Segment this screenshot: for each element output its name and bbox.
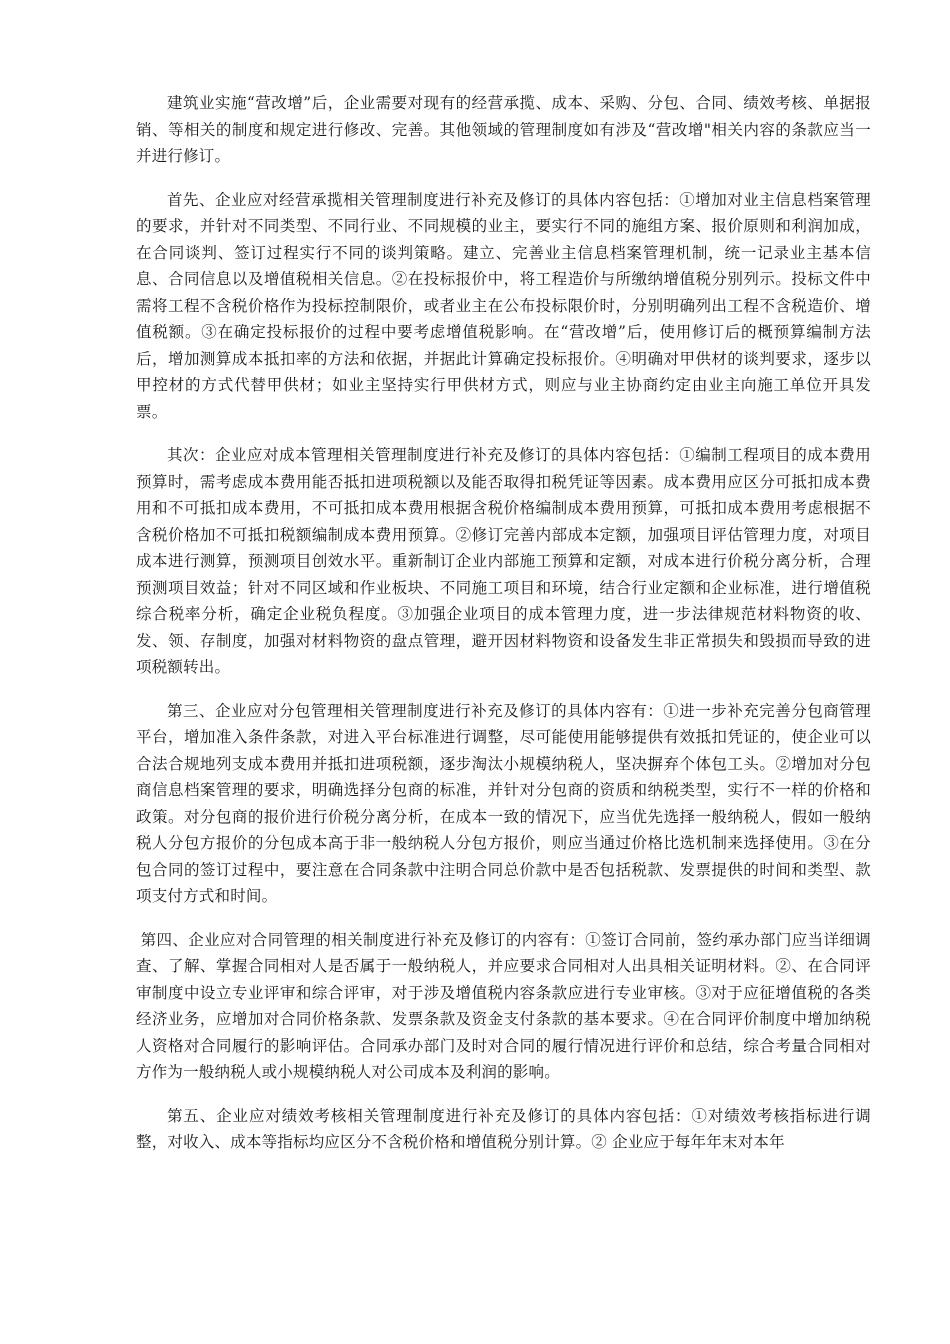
paragraph-cost: 其次：企业应对成本管理相关管理制度进行补充及修订的具体内容包括：①编制工程项目的成本费用预算时，需考虑成本费用能否抵扣进项税额以及能否取得扣税凭证等因素。成本费用应区分可抵扣成本费用和不可抵扣成本费用，不可抵扣成本费用根据含税价格编制成本费用预算，可抵扣成本费用考虑根据不含税价格加不可抵扣税额编制成本费用预算。②修订完善内部成本定额，加强项目评估管理力度，对项目成本进行测算，预测项目创效水平。重新制订企业内部施工预算和定额，对成本进行价税分离分析，合理预测项目效益；针对不同区域和作业板块、不同施工项目和环境，结合行业定额和企业标准，进行增值税综合税率分析，确定企业税负程度。③加强企业项目的成本管理力度，进一步法律规范材料物资的收、发、领、存制度，加强对材料物资的盘点管理，避开因材料物资和设备发生非正常损失和毁损而导致的进项税额转出。 (136, 446, 871, 676)
paragraph-performance: 第五、企业应对绩效考核相关管理制度进行补充及修订的具体内容包括：①对绩效考核指标进行调整，对收入、成本等指标均应区分不含税价格和增值税分别计算。② 企业应于每年年末对本年 (136, 1106, 871, 1151)
paragraph-intro: 建筑业实施“营改增”后，企业需要对现有的经营承揽、成本、采购、分包、合同、绩效考核、单据报销、等相关的制度和规定进行修改、完善。其他领域的管理制度如有涉及“营改增"相关内容的条款应当一并进行修订。 (136, 94, 871, 165)
paragraph-bidding: 首先、企业应对经营承揽相关管理制度进行补充及修订的具体内容包括：①增加对业主信息档案管理的要求，并针对不同类型、不同行业、不同规模的业主，要实行不同的施组方案、报价原则和利润加成，在合同谈判、签订过程实行不同的谈判策略。建立、完善业主信息档案管理机制，统一记录业主基本信息、合同信息以及增值税相关信息。②在投标报价中，将工程造价与所缴纳增值税分别列示。投标文件中需将工程不含税价格作为投标控制限价，或者业主在公布投标限价时，分别明确列出工程不含税造价、增值税额。③在确定投标报价的过程中要考虑增值税影响。在“营改增”后，使用修订后的概预算编制方法后，增加测算成本抵扣率的方法和依据，并据此计算确定投标报价。④明确对甲供材的谈判要求，逐步以甲控材的方式代替甲供材；如业主坚持实行甲供材方式，则应与业主协商约定由业主向施工单位开具发票。 (136, 190, 871, 421)
paragraph-contract: 第四、企业应对合同管理的相关制度进行补充及修订的内容有：①签订合同前，签约承办部门应当详细调查、了解、掌握合同相对人是否属于一般纳税人，并应要求合同相对人出具相关证明材料。②、在合同评审制度中设立专业评审和综合评审，对于涉及增值税内容条款应进行专业审核。③对于应征增值税的各类经济业务，应增加对合同价格条款、发票条款及资金支付条款的基本要求。④在合同评价制度中增加纳税人资格对合同履行的影响评估。合同承办部门及时对合同的履行情况进行评价和总结，综合考量合同相对方作为一般纳税人或小规模纳税人对公司成本及利润的影响。 (136, 930, 871, 1081)
document-body (136, 90, 871, 1173)
paragraph-subcontract: 第三、企业应对分包管理相关管理制度进行补充及修订的具体内容有：①进一步补充完善分包商管理平台，增加准入条件条款，对进入平台标准进行调整，尽可能使用能够提供有效抵扣凭证的，使企业可以合法合规地列支成本费用并抵扣进项税额，逐步淘汰小规模纳税人，坚决摒弃个体包工头。②增加对分包商信息档案管理的要求，明确选择分包商的标准，并针对分包商的资质和纳税类型，实行不一样的价格和政策。对分包商的报价进行价税分离分析，在成本一致的情况下，应当优先选择一般纳税人，假如一般纳税人分包方报价的分包成本高于非一般纳税人分包方报价，则应当通过价格比选机制来选择使用。③在分包合同的签订过程中，要注意在合同条款中注明合同总价款中是否包括税款、发票提供的时间和类型、款项支付方式和时间。 (136, 701, 871, 905)
